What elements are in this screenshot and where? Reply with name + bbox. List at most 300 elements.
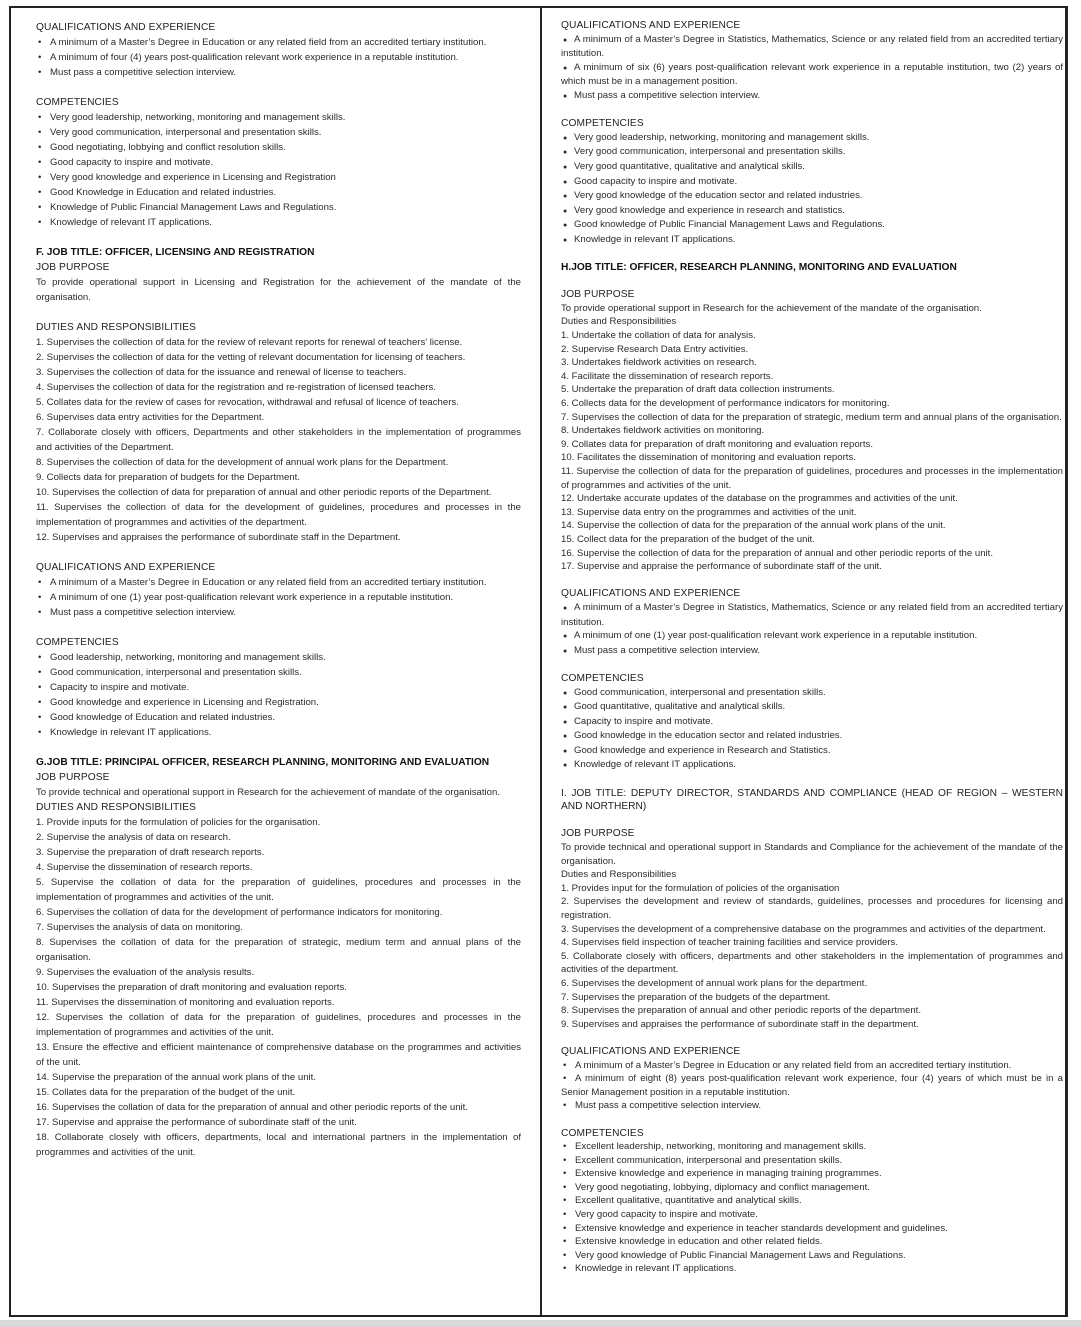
item-text: A minimum of a Master’s Degree in Education or any related field from an accredited tertiary institution. [50,37,487,48]
section-heading: COMPETENCIES [36,637,119,648]
duty-item [36,365,521,380]
bullet-icon: ● [563,604,568,612]
bullet-item [561,1099,1063,1113]
bullet-item [561,1222,1063,1236]
duty-item [561,465,1063,492]
item-text: A minimum of a Master’s Degree in Education or any related field from an accredited tertiary institution. [50,577,487,588]
bullet-icon: ● [563,92,568,100]
duty-item [36,1115,521,1130]
duty-item [36,1100,521,1115]
item-text: 13. Ensure the effective and efficient maintenance of comprehensive database on the programmes and activities of the unit. [36,1042,521,1068]
bullet-icon: • [563,1195,567,1207]
bullet-item [36,125,521,140]
duty-item [36,530,521,545]
bullet-item [561,204,1063,219]
item-text: 8. Supervises the collection of data for the development of annual work plans for the Department. [36,457,449,468]
column-divider [540,6,542,1317]
bullet-item [561,1059,1063,1073]
bullet-icon: • [38,607,42,618]
duty-item [36,410,521,425]
right-column [561,19,1063,1276]
item-text: 6. Collects data for the development of performance indicators for monitoring. [561,398,890,410]
item-text: Good capacity to inspire and motivate. [574,175,738,187]
item-text: 6. Supervises the development of annual work plans for the department. [561,977,868,989]
bullet-icon: • [38,217,42,228]
bullet-icon: • [563,1100,567,1112]
bullet-icon: ● [563,647,568,655]
bottom-strip [0,1320,1081,1327]
item-text: 11. Supervises the collection of data for the development of guidelines, procedures and processes in the implementation of programmes and activities of the department. [36,502,521,528]
bullet-item [561,233,1063,248]
item-text: Knowledge of relevant IT applications. [50,217,212,228]
bullet-list [36,35,521,80]
bullet-item [561,1262,1063,1276]
bullet-icon: ● [563,193,568,201]
section-heading: DUTIES AND RESPONSIBILITIES [36,322,197,333]
item-text: 2. Supervise the analysis of data on research. [36,832,231,843]
item-text: A minimum of four (4) years post-qualification relevant work experience in a reputable institution. [50,52,459,63]
bullet-icon: ● [563,64,568,72]
item-text: A minimum of one (1) year post-qualification relevant work experience in a reputable institution. [50,592,454,603]
bullet-icon: • [38,187,42,198]
item-text: Capacity to inspire and motivate. [50,682,190,693]
bullet-item [36,155,521,170]
item-text: Very good knowledge of the education sector and related industries. [574,190,863,202]
bullet-icon: ● [563,733,568,741]
bullet-item [561,629,1063,644]
bullet-icon: • [563,1154,567,1166]
section-heading: JOB PURPOSE [36,772,110,783]
bullet-item [561,1249,1063,1263]
item-text: 14. Supervise the preparation of the annual work plans of the unit. [36,1072,316,1083]
bullet-item [561,131,1063,146]
section-heading: COMPETENCIES [36,97,119,108]
item-text: 10. Supervises the collection of data for preparation of annual and other periodic reports of the Department. [36,487,492,498]
duty-item [36,380,521,395]
duty-item [36,470,521,485]
bullet-list [36,110,521,230]
bullet-icon: • [563,1168,567,1180]
item-text: 5. Supervise the collation of data for the preparation of guidelines, procedures and processes in the implementation of programmes and activities of the unit. [36,877,521,903]
bullet-icon: • [38,202,42,213]
bullet-icon: ● [563,747,568,755]
item-text: Good knowledge of Education and related industries. [50,712,276,723]
bullet-item [36,185,521,200]
bullet-icon: ● [563,704,568,712]
bullet-icon: ● [563,762,568,770]
item-text: Good knowledge in the education sector and related industries. [574,730,843,742]
section-heading: DUTIES AND RESPONSIBILITIES [36,802,197,813]
duty-item [561,547,1063,561]
item-text: Extensive knowledge and experience in teacher standards development and guidelines. [575,1222,948,1234]
item-text: Good quantitative, qualitative and analytical skills. [574,701,786,713]
duty-item [561,1018,1063,1032]
item-text: A minimum of a Master’s Degree in Statistics, Mathematics, Science or any related field from an accredited tertiary institution. [561,601,1063,628]
bullet-icon: ● [563,222,568,230]
item-text: 16. Supervises the collation of data for the preparation of annual and other periodic reports of the unit. [36,1102,468,1113]
item-text: 6. Supervises the collation of data for the development of performance indicators for monitoring. [36,907,443,918]
bullet-item [561,61,1063,89]
job-title: F. JOB TITLE: OFFICER, LICENSING AND REGISTRATION [36,247,315,258]
item-text: Must pass a competitive selection interview. [574,89,761,101]
section-heading: QUALIFICATIONS AND EXPERIENCE [36,22,216,33]
bullet-item [561,1181,1063,1195]
item-text: Very good negotiating, lobbying, diplomacy and conflict management. [575,1181,870,1193]
item-text: Very good knowledge and experience in research and statistics. [574,204,845,216]
duty-item [561,923,1063,937]
item-text: 4. Supervises field inspection of teacher training facilities and service providers. [561,937,899,949]
duty-item [36,935,521,965]
item-text: Good knowledge and experience in Research and Statistics. [574,744,831,756]
duty-item [561,977,1063,991]
item-text: Very good knowledge and experience in Licensing and Registration [50,172,336,183]
duty-item [36,905,521,920]
bullet-list [561,686,1063,774]
duty-item [36,995,521,1010]
bullet-item [561,218,1063,233]
bullet-item [36,50,521,65]
bullet-icon: ● [563,207,568,215]
bullet-item [561,1072,1063,1099]
duty-item [561,492,1063,506]
bullet-item [561,145,1063,160]
duty-item [36,815,521,830]
section-heading: QUALIFICATIONS AND EXPERIENCE [561,1045,741,1057]
numbered-list [561,882,1063,1032]
bullet-item [36,710,521,725]
bullet-item [36,725,521,740]
bullet-item [561,1167,1063,1181]
bullet-icon: • [38,712,42,723]
bullet-item [561,33,1063,61]
bullet-item [561,758,1063,773]
duty-item [561,950,1063,977]
bullet-item [36,665,521,680]
duty-item [561,411,1063,425]
item-text: 1. Undertake the collation of data for analysis. [561,330,756,342]
left-column [36,20,521,1160]
item-text: Very good capacity to inspire and motivate. [575,1209,758,1221]
item-text: Good communication, interpersonal and presentation skills. [50,667,302,678]
item-text: 7. Collaborate closely with officers, Departments and other stakeholders in the implementation of programmes and activities of the Department. [36,427,521,453]
bullet-icon: • [563,1073,567,1085]
job-purpose: To provide technical and operational support in Research for the achievement of mandate of the organisation. [36,787,500,798]
item-text: 9. Supervises and appraises the performance of subordinate staff in the department. [561,1018,919,1030]
bullet-item [561,175,1063,190]
bullet-item [36,65,521,80]
item-text: Good Knowledge in Education and related industries. [50,187,277,198]
duty-item [36,1040,521,1070]
bullet-item [561,160,1063,175]
item-text: 18. Collaborate closely with officers, departments, local and international partners in the implementation of programmes and activities of the unit. [36,1132,521,1158]
section-heading: JOB PURPOSE [561,289,635,301]
item-text: 3. Supervise the preparation of draft research reports. [36,847,265,858]
item-text: A minimum of six (6) years post-qualification relevant work experience in a reputable institution, two (2) years of which must be in a management position. [561,61,1063,88]
duty-item [36,350,521,365]
job-title: I. JOB TITLE: DEPUTY DIRECTOR, STANDARDS AND COMPLIANCE (HEAD OF REGION – WESTERN AND NORTHERN) [561,787,1063,813]
bullet-item [561,715,1063,730]
duty-item [36,500,521,530]
item-text: 7. Supervises the analysis of data on monitoring. [36,922,243,933]
item-text: 6. Supervises data entry activities for the Department. [36,412,265,423]
item-text: Must pass a competitive selection interview. [50,607,237,618]
item-text: 17. Supervise and appraise the performance of subordinate staff of the unit. [36,1117,357,1128]
item-text: 9. Supervises the evaluation of the analysis results. [36,967,255,978]
duty-item [561,451,1063,465]
duty-item [561,343,1063,357]
item-text: Good capacity to inspire and motivate. [50,157,214,168]
duty-item [561,882,1063,896]
bullet-item [561,729,1063,744]
item-text: Knowledge of relevant IT applications. [574,759,736,771]
bullet-item [36,695,521,710]
bullet-list [561,601,1063,658]
item-text: Good knowledge of Public Financial Management Laws and Regulations. [574,219,885,231]
bullet-item [36,200,521,215]
item-text: 3. Undertakes fieldwork activities on research. [561,357,757,369]
item-text: 1. Provides input for the formulation of policies of the organisation [561,882,840,894]
item-text: 11. Supervise the collection of data for the preparation of guidelines, procedures and processes in the implementation of programmes and activities of the unit. [561,466,1063,491]
item-text: Good negotiating, lobbying and conflict resolution skills. [50,142,286,153]
numbered-list [561,329,1063,574]
item-text: Excellent qualitative, quantitative and analytical skills. [575,1195,802,1207]
bullet-icon: • [38,157,42,168]
bullet-icon: ● [563,236,568,244]
bullet-icon: • [38,682,42,693]
duty-item [36,1070,521,1085]
section-heading: COMPETENCIES [561,118,644,130]
bullet-icon: • [38,142,42,153]
item-text: 14. Supervise the collection of data for the preparation of the annual work plans of the unit. [561,520,946,532]
duty-item [36,335,521,350]
duty-item [36,1085,521,1100]
duty-item [561,438,1063,452]
item-text: 2. Supervise Research Data Entry activities. [561,343,749,355]
item-text: Knowledge of Public Financial Management Laws and Regulations. [50,202,337,213]
duty-item [561,356,1063,370]
bullet-icon: • [563,1209,567,1221]
duty-item [36,455,521,470]
item-text: 2. Supervises the collection of data for the vetting of relevant documentation for licensing of teachers. [36,352,466,363]
item-text: 7. Supervises the preparation of the budgets of the department. [561,991,831,1003]
item-text: A minimum of a Master’s Degree in Statistics, Mathematics, Science or any related field from an accredited tertiary institution. [561,33,1063,60]
section-heading: QUALIFICATIONS AND EXPERIENCE [36,562,216,573]
duty-item [561,560,1063,574]
item-text: 9. Collects data for preparation of budgets for the Department. [36,472,300,483]
duty-item [561,895,1063,922]
item-text: Must pass a competitive selection interview. [574,644,761,656]
bullet-icon: • [563,1222,567,1234]
duties-heading: Duties and Responsibilities [561,869,677,881]
bullet-icon: • [38,697,42,708]
duty-item [561,1004,1063,1018]
item-text: Knowledge in relevant IT applications. [574,233,736,245]
bullet-item [561,644,1063,659]
bullet-item [36,110,521,125]
bullet-list [561,1059,1063,1113]
duty-item [36,395,521,410]
duty-item [561,370,1063,384]
bullet-list [561,33,1063,104]
item-text: Very good quantitative, qualitative and analytical skills. [574,160,805,172]
item-text: Good communication, interpersonal and presentation skills. [574,686,826,698]
item-text: Excellent communication, interpersonal and presentation skills. [575,1154,843,1166]
item-text: 12. Undertake accurate updates of the database on the programmes and activities of the unit. [561,493,958,505]
item-text: 4. Facilitate the dissemination of research reports. [561,370,774,382]
item-text: 7. Supervises the collection of data for the preparation of strategic, medium term and annual plans of the organisation. [561,411,1062,423]
item-text: A minimum of one (1) year post-qualification relevant work experience in a reputable institution. [574,630,978,642]
item-text: 15. Collect data for the preparation of the budget of the unit. [561,533,815,545]
item-text: 10. Supervises the preparation of draft monitoring and evaluation reports. [36,982,347,993]
item-text: A minimum of a Master’s Degree in Education or any related field from an accredited tertiary institution. [575,1059,1012,1071]
bullet-icon: • [563,1181,567,1193]
item-text: 5. Collates data for the review of cases for revocation, withdrawal and refusal of licence of teachers. [36,397,459,408]
duty-item [36,875,521,905]
bullet-item [36,35,521,50]
duty-item [36,965,521,980]
item-text: 3. Supervises the development of a comprehensive database on the programmes and activities of the department. [561,923,1046,935]
duty-item [36,1130,521,1160]
bullet-item [561,744,1063,759]
bullet-icon: • [38,667,42,678]
item-text: 2. Supervises the development and review of standards, guidelines, processes and procedures for licensing and registration. [561,896,1063,921]
bullet-icon: • [563,1059,567,1071]
bullet-item [561,1235,1063,1249]
item-text: Very good communication, interpersonal and presentation skills. [574,146,846,158]
bullet-icon: • [38,727,42,738]
item-text: 17. Supervise and appraise the performance of subordinate staff of the unit. [561,561,882,573]
duty-item [561,936,1063,950]
bullet-item [561,1140,1063,1154]
item-text: Extensive knowledge and experience in managing training programmes. [575,1168,882,1180]
bullet-icon: ● [563,36,568,44]
job-purpose: To provide operational support in Research for the achievement of the mandate of the organisation. [561,302,982,314]
job-purpose: To provide operational support in Licensing and Registration for the achievement of the mandate of the organisation. [36,277,521,303]
bullet-item [561,1154,1063,1168]
item-text: Very good leadership, networking, monitoring and management skills. [50,112,346,123]
bullet-icon: • [38,172,42,183]
section-heading: COMPETENCIES [561,1127,644,1139]
item-text: 5. Undertake the preparation of draft data collection instruments. [561,384,835,396]
duties-heading: Duties and Responsibilities [561,316,677,328]
job-purpose: To provide technical and operational support in Standards and Compliance for the achievement of the mandate of the organisation. [561,842,1063,867]
item-text: 12. Supervises and appraises the performance of subordinate staff in the Department. [36,532,401,543]
item-text: Extensive knowledge in education and other related fields. [575,1236,823,1248]
bullet-icon: • [38,52,42,63]
bullet-icon: ● [563,163,568,171]
item-text: 12. Supervises the collation of data for the preparation of guidelines, procedures and processes in the implementation of programmes and activities of the unit. [36,1012,521,1038]
item-text: Very good communication, interpersonal and presentation skills. [50,127,322,138]
section-heading: JOB PURPOSE [36,262,110,273]
bullet-item [561,1208,1063,1222]
item-text: Knowledge in relevant IT applications. [50,727,212,738]
item-text: A minimum of eight (8) years post-qualification relevant work experience, four (4) years of which must be in a Senior Management position in a reputable institution. [561,1073,1063,1098]
bullet-list [36,650,521,740]
bullet-icon: • [38,652,42,663]
section-heading: QUALIFICATIONS AND EXPERIENCE [561,588,741,600]
numbered-list [36,335,521,545]
item-text: 5. Collaborate closely with officers, departments and other stakeholders in the implementation of programmes and activities of the department. [561,950,1063,976]
duty-item [561,506,1063,520]
bullet-item [561,1194,1063,1208]
bullet-list [561,1140,1063,1276]
bullet-item [36,605,521,620]
item-text: Must pass a competitive selection interview. [50,67,237,78]
item-text: 16. Supervise the collection of data for the preparation of annual and other periodic reports of the unit. [561,547,993,559]
bullet-item [561,189,1063,204]
bullet-item [36,575,521,590]
item-text: Capacity to inspire and motivate. [574,715,714,727]
bullet-icon: • [38,577,42,588]
bullet-item [36,215,521,230]
bullet-icon: ● [563,633,568,641]
item-text: Good knowledge and experience in Licensing and Registration. [50,697,319,708]
bullet-item [36,140,521,155]
duty-item [36,980,521,995]
item-text: Very good leadership, networking, monitoring and management skills. [574,131,870,143]
bullet-item [561,601,1063,629]
bullet-icon: • [38,67,42,78]
item-text: Knowledge in relevant IT applications. [575,1263,737,1275]
bullet-icon: • [563,1263,567,1275]
item-text: 10. Facilitates the dissemination of monitoring and evaluation reports. [561,452,856,464]
section-heading: QUALIFICATIONS AND EXPERIENCE [561,20,741,31]
item-text: 13. Supervise data entry on the programmes and activities of the unit. [561,506,857,518]
item-text: 8. Supervises the collation of data for the preparation of strategic, medium term and annual plans of the organisation. [36,937,521,963]
item-text: 1. Provide inputs for the formulation of policies for the organisation. [36,817,321,828]
bullet-icon: ● [563,718,568,726]
duty-item [36,830,521,845]
bullet-item [561,700,1063,715]
duty-item [36,845,521,860]
bullet-icon: • [563,1249,567,1261]
item-text: 15. Collates data for the preparation of the budget of the unit. [36,1087,296,1098]
item-text: 1. Supervises the collection of data for the review of relevant reports for renewal of teachers’ license. [36,337,463,348]
duty-item [561,424,1063,438]
bullet-icon: • [38,592,42,603]
bullet-icon: ● [563,178,568,186]
numbered-list [36,815,521,1160]
item-text: 4. Supervises the collection of data for the registration and re-registration of licensed teachers. [36,382,436,393]
section-heading: JOB PURPOSE [561,828,635,840]
section-heading: COMPETENCIES [561,672,644,684]
job-title: G.JOB TITLE: PRINCIPAL OFFICER, RESEARCH PLANNING, MONITORING AND EVALUATION [36,757,490,768]
bullet-list [561,131,1063,248]
bullet-icon: • [563,1141,567,1153]
duty-item [561,329,1063,343]
item-text: 4. Supervise the dissemination of research reports. [36,862,253,873]
item-text: Good leadership, networking, monitoring and management skills. [50,652,326,663]
duty-item [561,991,1063,1005]
item-text: Very good knowledge of Public Financial Management Laws and Regulations. [575,1249,906,1261]
bullet-item [561,89,1063,104]
bullet-icon: ● [563,134,568,142]
duty-item [36,1010,521,1040]
bullet-icon: • [563,1236,567,1248]
item-text: Excellent leadership, networking, monitoring and management skills. [575,1141,867,1153]
item-text: 9. Collates data for preparation of draft monitoring and evaluation reports. [561,438,873,450]
bullet-item [36,590,521,605]
item-text: Must pass a competitive selection interview. [575,1100,762,1112]
bullet-icon: • [38,37,42,48]
duty-item [36,920,521,935]
bullet-item [36,680,521,695]
bullet-item [36,650,521,665]
item-text: 11. Supervises the dissemination of monitoring and evaluation reports. [36,997,335,1008]
duty-item [561,519,1063,533]
bullet-icon: • [38,112,42,123]
duty-item [36,860,521,875]
